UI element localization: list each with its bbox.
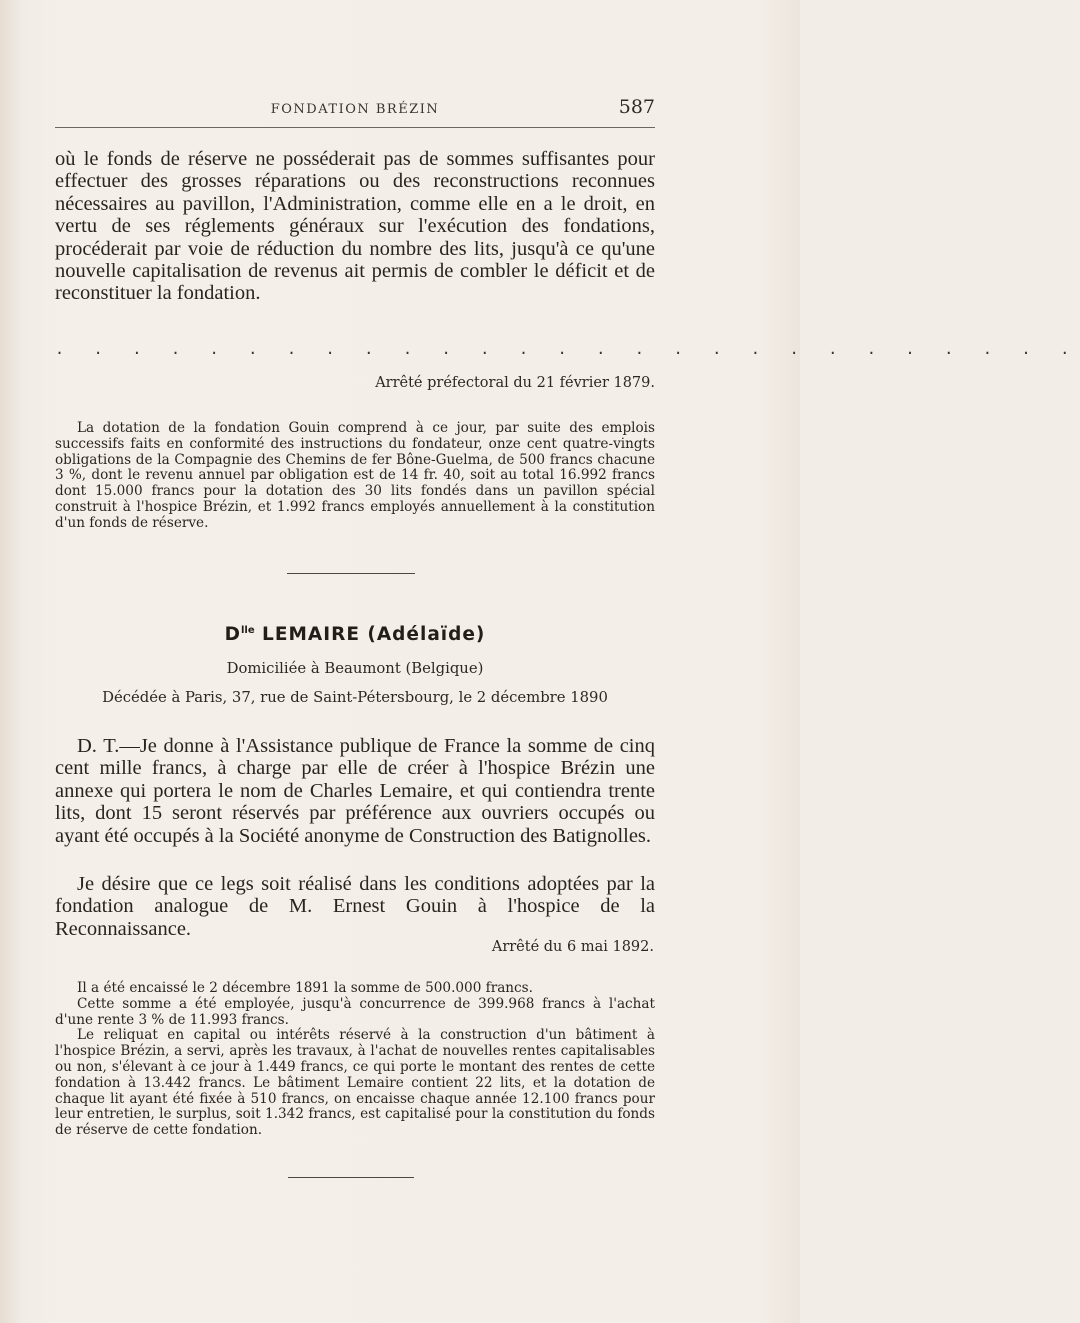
running-title: FONDATION BRÉZIN [270,102,440,117]
intro-paragraph: où le fonds de réserve ne posséderait pas de sommes suffisantes pour effectuer des grosses réparations ou des reconstructions reconnues nécessaires au pavillon, l'Administration, comme elle en a le droit, en vertu de ses réglements généraux sur l'exécution des fondations, procéderait par voie de réduction du nombre des lits, jusqu'à ce qu'une nouvelle capitalisation de revenus ait permis de combler le déficit et de reconstituer la fondation. [55,148,655,305]
arrete-6-mai: Arrêté du 6 mai 1892. [491,939,654,955]
title-name: LEMAIRE (Adélaïde) [254,624,486,645]
deces-line: Décédée à Paris, 37, rue de Saint-Pétersbourg, le 2 décembre 1890 [102,689,608,706]
section-divider [287,573,415,574]
wish-paragraph: Je désire que ce legs soit réalisé dans les conditions adoptées par la fondation analogue de M. Ernest Gouin à l'hospice de la Reconnaissance. [55,873,655,940]
note-line-emploi: Cette somme a été employée, jusqu'à concurrence de 399.968 francs à l'achat d'une rente 3 % de 11.993 francs. [55,995,655,1028]
end-divider [288,1177,414,1178]
section-title [55,624,655,645]
note-dotation-gouin: La dotation de la fondation Gouin comprend à ce jour, par suite des emplois successifs faits en conformité des instructions du fondateur, onze cent quatre-vingts obligations de la Compagnie des Chemins de fer Bône-Guelma, de 500 francs chacune 3 %, dont le revenu annuel par obligation est de 14 fr. 40, soit au total 16.992 francs dont 15.000 francs pour la dotation des 30 lits fondés dans un pavillon spécial construit à l'hospice Brézin, et 1.992 francs employés annuellement à la constitution d'un fonds de réserve. [55,420,655,531]
domicile-line: Domiciliée à Beaumont (Belgique) [226,660,484,677]
title-superscript: lle [240,625,255,636]
arrete-prefectoral: Arrêté préfectoral du 21 février 1879. [375,375,655,391]
note-line-encaisse: Il a été encaissé le 2 décembre 1891 la somme de 500.000 francs. [77,980,533,996]
page-number: 587 [618,96,655,118]
note-lemaire [55,981,655,1139]
ellipsis-row: . . . . . . . . . . . . . . . . . . . . . . . . . . . [55,340,1080,358]
testament-paragraph: D. T.—Je donne à l'Assistance publique de France la somme de cinq cent mille francs, à charge par elle de créer à l'hospice Brézin une annexe qui portera le nom de Charles Lemaire, et qui contiendra trente lits, dont 15 seront réservés par préférence aux ouvriers occupés ou ayant été occupés à la Société anonyme de Construction des Batignolles. [55,735,655,847]
note-line-reliquat: Le reliquat en capital ou intérêts réservé à la construction d'un bâtiment à l'hospice Brézin, a servi, après les travaux, à l'achat de nouvelles rentes capitalisables ou non, s'élevant à ce jour à 1.449 francs, ce qui porte le montant des rentes de cette fondation à 13.442 francs. Le bâtiment Lemaire contient 22 lits, et la dotation de chaque lit ayant été fixée à 510 francs, on encaisse chaque année 12.100 francs pour leur entretien, le surplus, soit 1.342 francs, est capitalisé pour la constitution du fonds de réserve de cette fondation. [55,1027,655,1139]
page-header [55,96,655,122]
title-prefix: D [224,624,241,645]
header-rule [55,127,655,128]
